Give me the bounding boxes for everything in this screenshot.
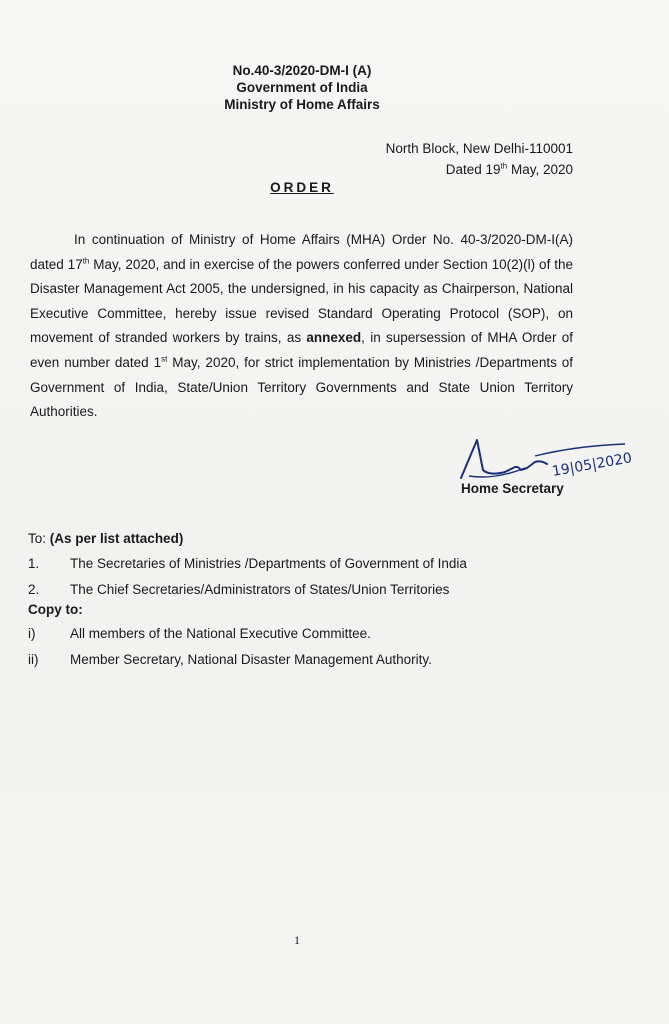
date-line: Dated 19th May, 2020 <box>445 161 573 177</box>
signature-date: 19|05|2020 <box>550 450 634 480</box>
order-body-paragraph: In continuation of Ministry of Home Affairs (MHA) Order No. 40-3/2020-DM-I(A) dated 17th May, 2020, and in exercise of the powers conferred under Section 10(2)(l) of the Disaster Management Act 2005, the undersigned, in his capacity as Chairperson, National Executive Committee, hereby issue revised Standard Operating Protocol (SOP), on movement of stranded workers by trains, as annexed, in supersession of MHA Order of even number dated 1st May, 2020, for strict implementation by Ministries /Departments of Government of India, State/Union Territory Governments and State Union Territory Authorities. <box>30 232 574 420</box>
copy-to-label: Copy to: <box>28 602 83 617</box>
document-header <box>0 62 604 113</box>
government-name: Government of India <box>236 80 368 95</box>
signatory-designation: Home Secretary <box>461 481 564 496</box>
page-number: 1 <box>294 933 300 947</box>
to-line: To: (As per list attached) <box>28 531 184 546</box>
place-date-block <box>386 138 573 180</box>
order-title: ORDER <box>270 180 334 195</box>
recipients-block <box>28 528 588 675</box>
recipient-item: 2. The Chief Secretaries/Administrators of States/Union Territories <box>28 582 450 597</box>
ministry-name: Ministry of Home Affairs <box>224 97 380 112</box>
recipient-item: 1. The Secretaries of Ministries /Departments of Government of India <box>28 556 467 571</box>
order-number: No.40-3/2020-DM-I (A) <box>232 63 372 78</box>
copy-item: i) All members of the National Executive Committee. <box>28 626 371 641</box>
address: North Block, New Delhi-110001 <box>385 141 573 156</box>
copy-item: ii) Member Secretary, National Disaster Management Authority. <box>28 652 432 667</box>
